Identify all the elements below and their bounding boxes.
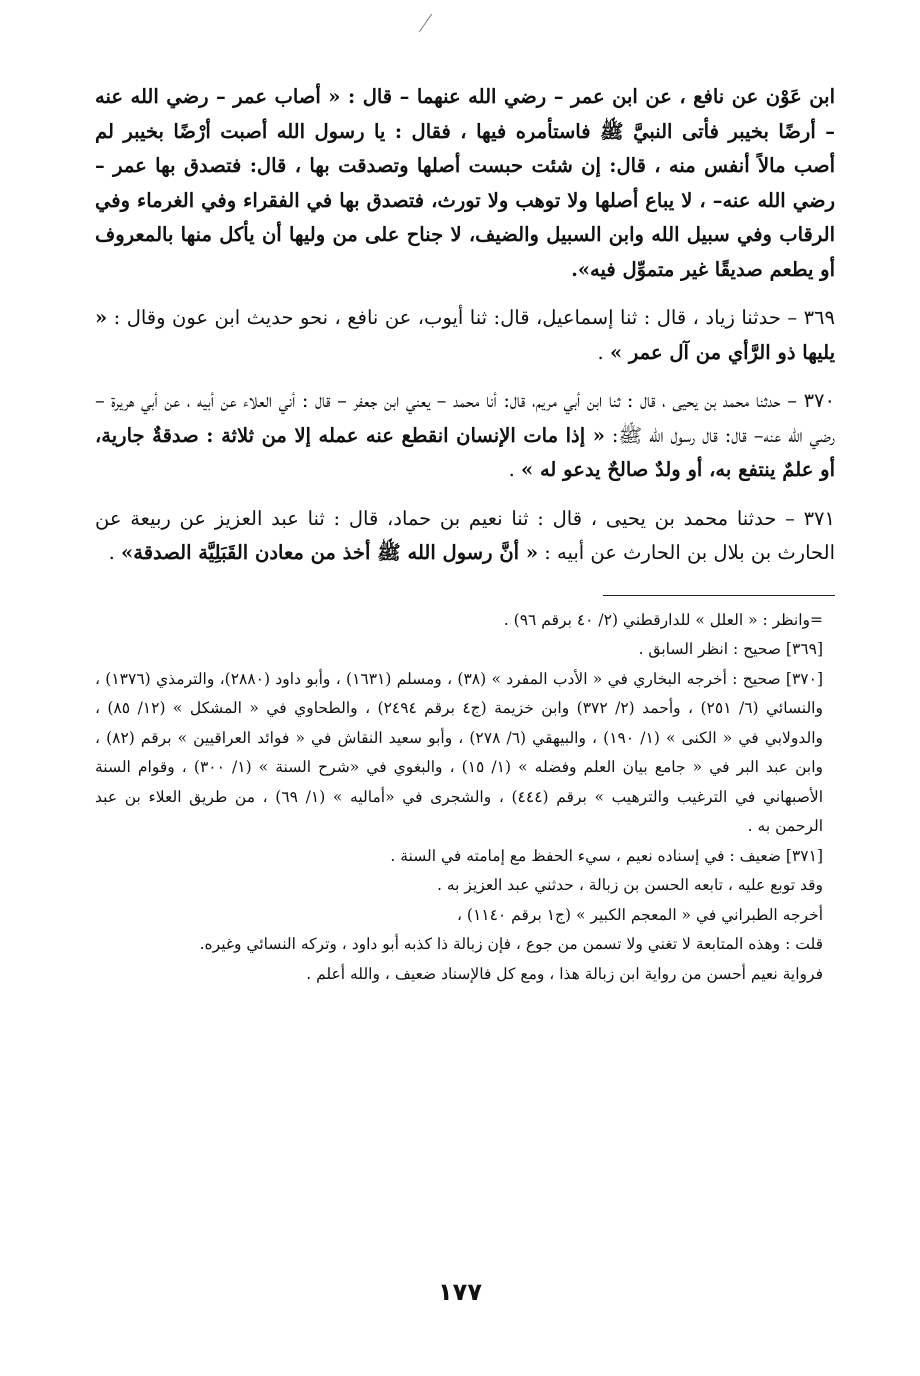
hadith-370-matn: « إذا مات الإنسان انقطع عنه عمله إلا من ثلاثة : صدقةٌ جارية، أو علمٌ ينتفع به، أو ولدٌ صالحٌ يدعو له » xyxy=(95,423,835,481)
page-number: ١٧٧ xyxy=(438,1278,482,1306)
hadith-371 xyxy=(95,502,835,571)
footnote-line: [٣٦٩] صحيح : انظر السابق . xyxy=(638,640,823,658)
hadith-369-end: . xyxy=(597,340,604,364)
footnotes xyxy=(95,606,835,990)
paragraph-continuation xyxy=(95,80,835,287)
paragraph-continuation-text: ابن عَوْن عن نافع ، عن ابن عمر – رضي الله عنهما – قال : « أصاب عمر – رضي الله عنه – أرضًا بخيبر فأتى النبيَّ ﷺ فاستأمره فيها ، فقال : يا رسول الله أصبت أرْضًا بخيبر لم أصب مالاً أنفس منه ، قال: إن شئت حبست أصلها وتصدقت بها ، قال: فتصدق بها عمر –رضي الله عنه– ، لا يباع أصلها ولا توهب ولا تورث، فتصدق بها في الفقراء وفي الغرماء وفي الرقاب وفي سبيل الله وابن السبيل والضيف، لا جناح على من وليها أن يأكل منها بالمعروف أو يطعم صديقًا غير متموِّل فيه». xyxy=(95,85,835,281)
footnote-divider xyxy=(603,595,835,596)
hadith-369-number: ٣٦٩ – xyxy=(787,306,835,329)
footnote-line: [٣٧٠] صحيح : أخرجه البخاري في « الأدب المفرد » (٣٨) ، ومسلم (١٦٣١) ، وأبو داود (٢٨٨٠)، والترمذي (١٣٧٦) ، والنسائي (٦/ ٢٥١) ، وأحمد (٢/ ٣٧٢) وابن خزيمة (ج٤ برقم ٢٤٩٤) ، والطحاوي في « المشكل » (١٢/ ٨٥) ، والدولابي في « الكنى » (١/ ١٩٠) ، والبيهقي (٦/ ٢٧٨) ، وأبو سعيد النقاش في « فوائد العراقيين » برقم (٨٢) ، وابن عبد البر في « جامع بيان العلم وفضله » (١/ ١٥) ، والبغوي في «شرح السنة » (١/ ٣٠٠) ، وقوام السنة الأصبهاني في الترغيب والترهيب » برقم (٤٤٤) ، والشجرى في «أماليه » (١/ ٦٩) ، من طريق العلاء بن عبد الرحمن به . xyxy=(95,669,824,835)
hadith-371-isnad: حدثنا محمد بن يحيى ، قال : ثنا نعيم بن حماد، قال : ثنا عبد العزيز عن ربيعة عن الحارث بن بلال بن الحارث عن أبيه : xyxy=(95,506,835,564)
footnote-line: وقد توبع عليه ، تابعه الحسن بن زبالة ، حدثني عبد العزيز به . xyxy=(437,876,823,894)
footnote-line: [٣٧١] ضعيف : في إسناده نعيم ، سيء الحفظ مع إمامته في السنة . xyxy=(390,846,823,865)
hadith-369-isnad: حدثنا زياد ، قال : ثنا إسماعيل، قال: ثنا أيوب، عن نافع ، نحو حديث ابن عون وقال : xyxy=(113,306,781,329)
main-text xyxy=(95,80,835,571)
hadith-369-matn: « يليها ذو الرَّأي من آل عمر » xyxy=(95,306,835,364)
hadith-371-number: ٣٧١ – xyxy=(785,506,835,530)
footnote-line: فرواية نعيم أحسن من رواية ابن زبالة هذا ، ومع كل فالإسناد ضعيف ، والله أعلم . xyxy=(306,964,823,983)
footnote-line: =وانظر : « العلل » للدارقطني (٢/ ٤٠ برقم ٩٦) . xyxy=(503,610,823,629)
top-margin-mark xyxy=(419,14,432,33)
hadith-370-isnad: حدثنا محمد بن يحيى ، قال : ثنا ابن أبي مريم، قال: أنا محمد – يعني ابن جعفر – قال : أني العلاء عن أبيه ، عن أبي هريرة –رضي الله عنه– قال: قال رسول الله ﷺ: xyxy=(95,389,835,447)
footnote-line: قلت : وهذه المتابعة لا تغني ولا تسمن من جوع ، فإن زبالة ذا كذبه أبو داود ، وتركه النسائي وغيره. xyxy=(199,935,823,953)
hadith-371-end: . xyxy=(108,541,115,564)
hadith-369 xyxy=(95,301,835,370)
hadith-370-end: . xyxy=(508,458,515,481)
hadith-371-matn: « أنَّ رسول الله ﷺ أخذ من معادن القَبَلِيَّة الصدقة» xyxy=(121,541,539,564)
hadith-370-number: ٣٧٠ – xyxy=(787,389,835,412)
footnote-line: أخرجه الطبراني في « المعجم الكبير » (ج١ برقم ١١٤٠) ، xyxy=(456,905,823,924)
page-content xyxy=(95,80,835,989)
hadith-370 xyxy=(95,384,835,488)
